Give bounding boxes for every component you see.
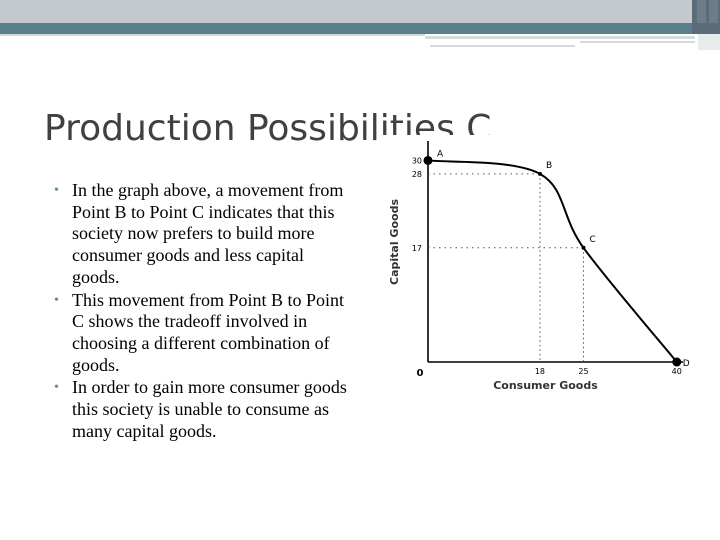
ppc-curve [428,160,677,362]
slide-title: Production Possibilities C [44,108,492,149]
header-rule [425,36,695,39]
y-tick-label: 30 [411,156,422,166]
header-rule [430,45,575,47]
point-b [538,172,542,176]
x-tick-label: 25 [578,367,589,376]
bullet-marker-icon: • [54,183,59,198]
x-tick-label: 40 [671,367,682,376]
header-corner-square [697,0,706,23]
bullet-text: This movement from Point B to Point C shows the tradeoff involved in choosing a different combination of goods. [72,289,345,375]
chart-labels [388,149,690,392]
point-label-b: B [545,160,553,171]
bullet-item [54,290,354,377]
header-band [0,0,692,23]
x-tick-label: 0 [416,368,424,379]
bullet-text: In order to gain more consumer goods this society is unable to consume as many capital goods. [72,377,347,441]
point-label-d: D [682,359,690,369]
bullet-marker-icon: • [54,292,59,308]
y-axis-title: Capital Goods [388,199,401,285]
bullet-item [54,377,354,442]
bullet-list [54,180,354,443]
x-axis-title: Consumer Goods [493,379,598,392]
ppc-chart [380,135,690,400]
point-c [581,246,585,250]
chart-points [424,156,682,367]
bullet-text: In the graph above, a movement from Point B to Point C indicates that this society now prefers to build more consumer goods and less capital goods. [72,180,344,287]
point-label-a: A [437,149,444,160]
header-accent-band [0,23,692,34]
chart-guides [428,174,583,362]
header-corner-square [709,0,718,23]
y-tick-label: 17 [411,243,422,253]
x-tick-label: 18 [534,367,546,376]
header-corner-tab [698,34,720,50]
point-a [424,156,433,165]
point-label-c: C [589,234,596,245]
y-tick-label: 28 [411,169,422,179]
bullet-marker-icon: • [54,380,59,396]
chart-curve-group [428,160,677,362]
bullet-item [54,180,354,289]
point-d [672,358,681,367]
header-rule [0,34,425,36]
chart-axes [428,141,683,362]
header-rule [580,41,695,43]
